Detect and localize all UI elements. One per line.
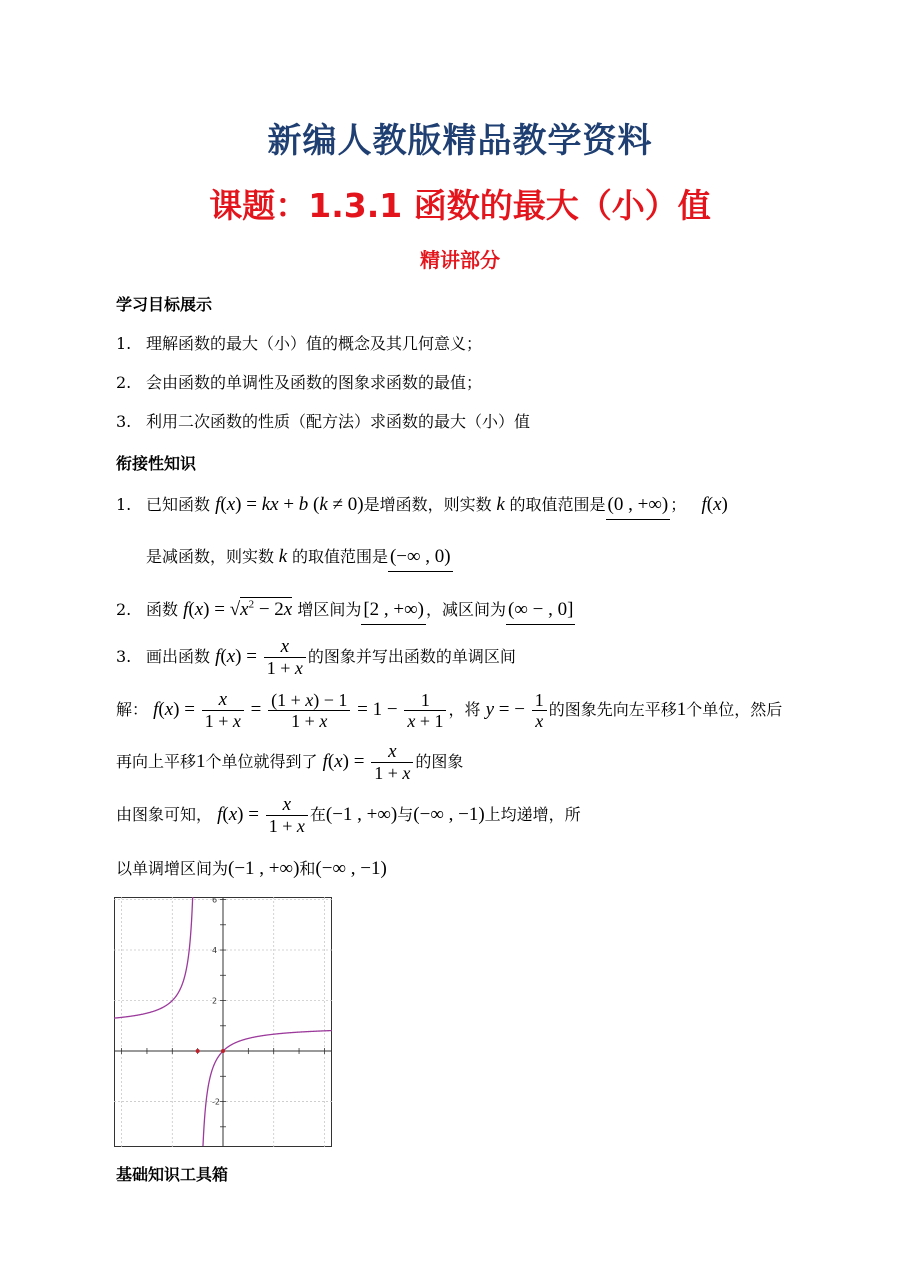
question-2: 2. 函数 $f(x) = √x^2 - 2x$ 增区间为 [2 , +∞) ，减区间为 (∞ − , 0] <box>116 597 575 621</box>
graph-svg <box>114 897 332 1147</box>
question-3: 3. 画出函数 f(x) = $\frac{x}{1 + x}$ 的图象并写出函数的单调区间 <box>116 636 516 678</box>
x-minus-one-point <box>196 1049 200 1053</box>
y-tick-label: 2 <box>212 996 218 1006</box>
tools-heading: 基础知识工具箱 <box>116 1165 229 1184</box>
answer-blank: (0 , +∞) <box>606 494 671 520</box>
section-subtitle: 精讲部分 <box>420 248 500 272</box>
goal-item: 3. 利用二次函数的性质（配方法）求函数的最大（小）值 <box>116 412 531 431</box>
solution-line-1: 解： f(x) = $\frac{x}{1 + x}$ = $\frac{(1 + x) - 1}{1 + x}$ = 1 − $\frac{1}{x + 1}$ ，将 y = − $\frac{1}{x}$ 的图象先向左平移1个单位，然后 <box>116 689 783 731</box>
answer-blank: [2 , +∞) <box>361 599 426 625</box>
bridge-heading: 衔接性知识 <box>116 454 197 473</box>
goal-item: 1. 理解函数的最大（小）值的概念及其几何意义； <box>116 334 483 353</box>
goal-item: 2. 会由函数的单调性及函数的图象求函数的最值； <box>116 373 483 392</box>
answer-blank: (−∞ , 0) <box>388 546 453 572</box>
y-tick-label: 6 <box>212 897 218 905</box>
answer-blank: (∞ − , 0] <box>506 599 575 625</box>
solution-line-2: 再向上平移1个单位就得到了 f(x) = $\frac{x}{1 + x}$ 的图象 <box>116 741 464 783</box>
goals-heading: 学习目标展示 <box>116 295 213 314</box>
function-graph <box>114 897 332 1147</box>
lesson-title: 课题：1.3.1 函数的最大（小）值 <box>209 186 711 225</box>
banner-title: 新编人教版精品教学资料 <box>267 121 653 161</box>
y-tick-label: 4 <box>212 946 218 956</box>
question-1-line-1: 1. 已知函数 f(x) = kx + b (k ≠ 0)是增函数，则实数 k 的取值范围是 (0 , +∞) ； f(x) <box>116 492 728 516</box>
solution-line-4: 以单调增区间为(−1 , +∞)和(−∞ , −1) <box>116 858 387 879</box>
solution-line-3: 由图象可知， f(x) = $\frac{x}{1 + x}$ 在(−1 , +∞)与(−∞ , −1)上均递增，所 <box>116 794 581 836</box>
question-1-line-2: 是减函数，则实数 k 的取值范围是 (−∞ , 0) <box>146 544 453 568</box>
y-tick-label: -2 <box>212 1097 220 1107</box>
origin-point <box>221 1049 225 1053</box>
